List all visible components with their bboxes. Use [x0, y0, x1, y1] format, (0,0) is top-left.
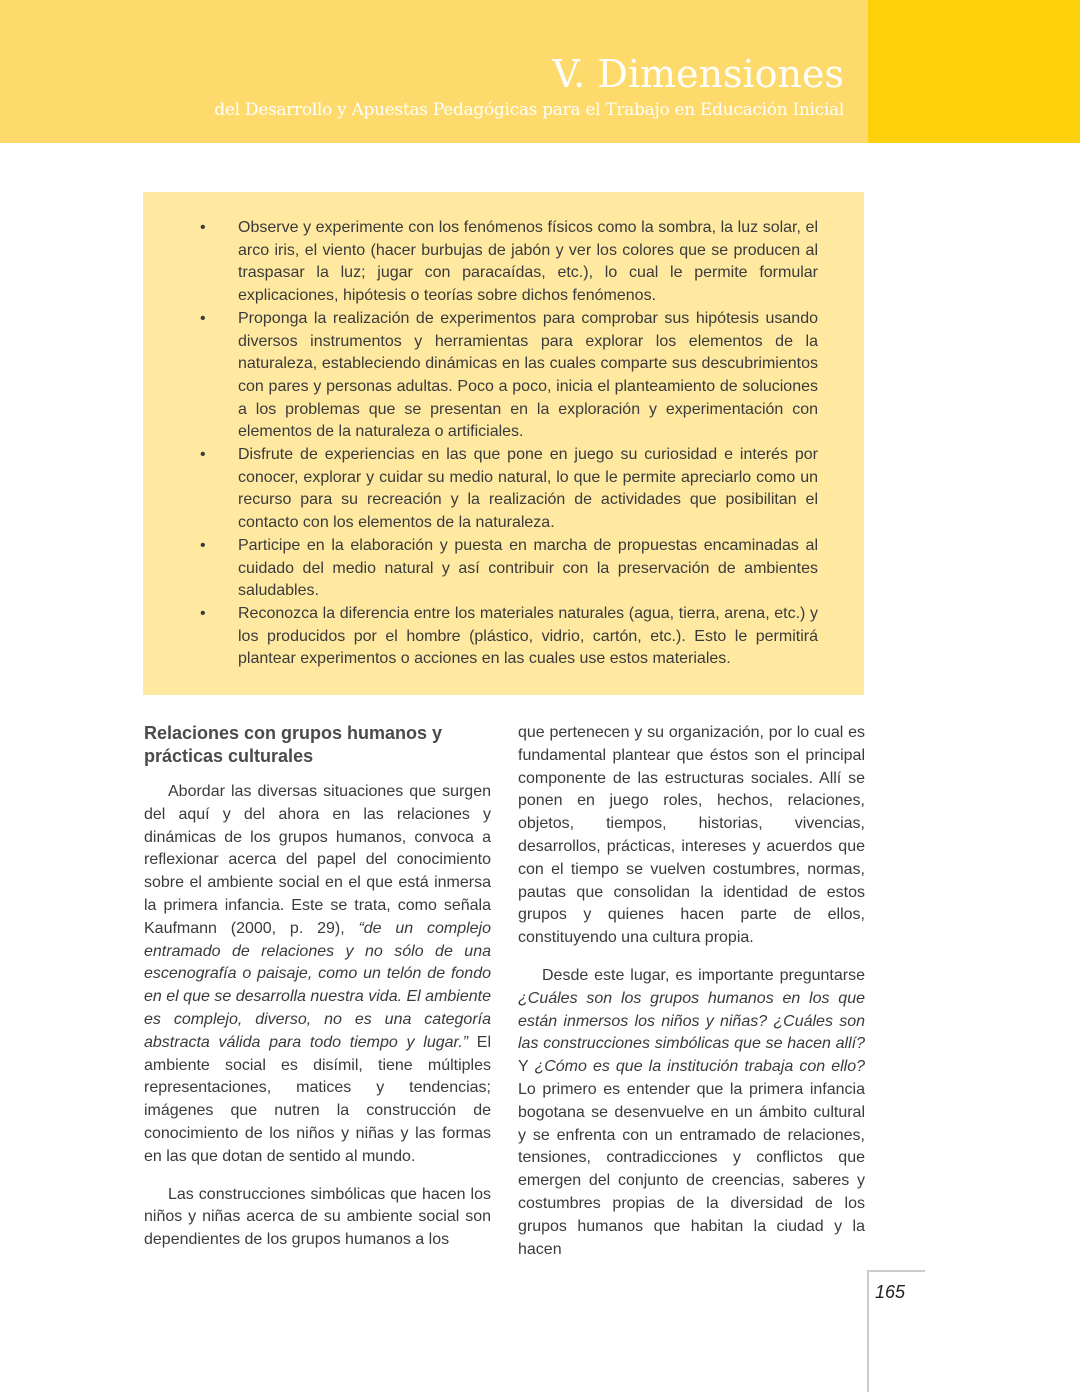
bullet-icon: •	[200, 604, 206, 622]
list-item	[200, 308, 818, 444]
item-text: Proponga la realización de experimentos para comprobar sus hipótesis usando diversos instrumentos y herramientas para explorar los elementos de la naturaleza, estableciendo dinámicas en las cuales comparte sus descubrimientos con pares y personas adultas. Poco a poco, inicia el planteamiento de soluciones a los problemas que se presentan en la exploración y experimentación con elementos de la naturaleza o artificiales.	[238, 309, 818, 441]
list-item	[200, 603, 818, 671]
paragraph: Las construcciones simbólicas que hacen los niños y niñas acerca de su ambiente social son dependientes de los grupos humanos a los	[144, 1185, 491, 1249]
left-column	[144, 722, 491, 1267]
page-number: 165	[875, 1282, 906, 1302]
quote: “de un complejo entramado de relaciones y no sólo de una escenografía o paisaje, como un telón de fondo en el que se desarrolla nuestra vida. El ambiente es complejo, diverso, no es una categoría abstracta válida para todo tiempo y lugar.”	[144, 919, 491, 1051]
question: ¿Cómo es que la institución trabaja con ello?	[534, 1058, 865, 1076]
chapter-title: V. Dimensiones	[552, 52, 844, 96]
item-text: Reconozca la diferencia entre los materiales naturales (agua, tierra, arena, etc.) y los producidos por el hombre (plástico, vidrio, cartón, etc.). Esto le permitirá plantear experimentos o acciones en las cuales use estos materiales.	[238, 604, 818, 668]
highlight-box	[143, 192, 864, 695]
list-item	[200, 444, 818, 535]
bullet-icon: •	[200, 536, 206, 554]
text: Abordar las diversas situaciones que surgen del aquí y del ahora en las relaciones y dinámicas de los grupos humanos, convoca a reflexionar acerca del papel del conocimiento sobre el ambiente social en el que está inmersa la primera infancia. Este se trata, como señala Kaufmann (2000, p. 29),	[144, 783, 491, 937]
header-accent	[868, 0, 1080, 143]
list-item	[200, 535, 818, 603]
list-item	[200, 217, 818, 308]
text: Lo primero es entender que la primera infancia bogotana se desenvuelve en un ámbito cultural y se enfrenta con un entramado de relaciones, tensiones, contradicciones y conflictos que emergen del conjunto de creencias, saberes y costumbres propias de la diversidad de los grupos humanos que habitan la ciudad y la hacen	[518, 1080, 865, 1258]
bullet-icon: •	[200, 219, 206, 236]
paragraph	[144, 781, 491, 1169]
bullet-list	[200, 217, 818, 671]
page-number-frame	[867, 1270, 925, 1392]
item-text: Disfrute de experiencias en las que pone en juego su curiosidad e interés por conocer, explorar y cuidar su medio natural, lo que le permite apreciarlo como un recurso para su recreación y la realización de actividades que posibilitan el contacto con los elementos de la naturaleza.	[238, 446, 818, 532]
paragraph	[518, 965, 865, 1261]
text: Desde este lugar, es importante preguntarse	[542, 966, 865, 984]
bullet-icon: •	[200, 446, 206, 464]
chapter-subtitle: del Desarrollo y Apuestas Pedagógicas para el Trabajo en Educación Inicial	[214, 100, 844, 120]
item-text: Participe en la elaboración y puesta en marcha de propuestas encaminadas al cuidado del medio natural y así contribuir con la preservación de ambientes saludables.	[238, 536, 818, 600]
question: ¿Cuáles son los grupos humanos en los que están inmersos los niños y niñas? ¿Cuáles son las construcciones simbólicas que se hacen allí?	[518, 989, 865, 1053]
right-column	[518, 722, 865, 1276]
section-heading: Relaciones con grupos humanos y prácticas culturales	[144, 723, 443, 766]
item-text: Observe y experimente con los fenómenos físicos como la sombra, la luz solar, el arco iris, el viento (hacer burbujas de jabón y ver los colores que se producen al traspasar la luz; jugar con paracaídas, etc.), lo cual le permite formular explicaciones, hipótesis o teorías sobre dichos fenómenos.	[238, 219, 818, 305]
bullet-icon: •	[200, 309, 206, 327]
text: El ambiente social es disímil, tiene múltiples representaciones, matices y tendencias; imágenes que nutren la construcción de conocimiento de los niños y niñas y las formas en las que dotan de sentido al mundo.	[144, 1033, 492, 1165]
paragraph: que pertenecen y su organización, por lo cual es fundamental plantear que éstos son el principal componente de las estructuras sociales. Allí se ponen en juego roles, hechos, relaciones, objetos, tiempos, historias, vivencias, desarrollos, prácticas, intereses y acuerdos que con el tiempo se vuelven costumbres, normas, pautas que consolidan la identidad de estos grupos y quienes hacen parte de ellos, constituyendo una cultura propia.	[518, 724, 865, 947]
text: Y	[518, 1058, 535, 1076]
